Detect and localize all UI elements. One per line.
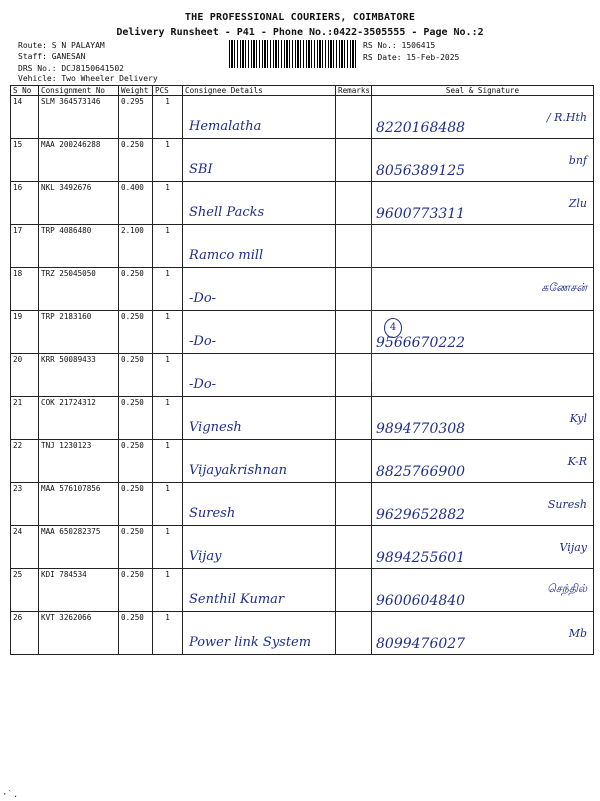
weight-value: 0.400 — [119, 182, 153, 225]
consignee-cell — [183, 612, 336, 655]
signature-cell — [372, 612, 594, 655]
serial-number: 14 — [11, 96, 39, 139]
handwritten-signature: கணேசன் — [541, 281, 587, 294]
signature-cell — [372, 268, 594, 311]
consignment-number: KVT 3262066 — [39, 612, 119, 655]
column-header: Consignment No — [39, 86, 119, 96]
weight-value: 0.250 — [119, 569, 153, 612]
remarks-cell — [336, 569, 372, 612]
serial-number: 25 — [11, 569, 39, 612]
barcode-image — [229, 40, 356, 68]
consignee-cell — [183, 483, 336, 526]
vehicle-label: Vehicle: Two Wheeler Delivery — [18, 74, 158, 83]
handwritten-consignee-name: Vijayakrishnan — [189, 463, 287, 478]
remarks-cell — [336, 483, 372, 526]
remarks-cell — [336, 268, 372, 311]
weight-value: 0.250 — [119, 354, 153, 397]
table-row — [11, 225, 594, 268]
handwritten-consignee-name: Suresh — [189, 506, 236, 521]
remarks-cell — [336, 397, 372, 440]
signature-cell — [372, 225, 594, 268]
handwritten-consignee-name: Ramco mill — [189, 248, 264, 263]
handwritten-phone-number: 9600773311 — [376, 206, 466, 222]
handwritten-consignee-name: Vijay — [189, 549, 222, 564]
weight-value: 0.250 — [119, 612, 153, 655]
serial-number: 24 — [11, 526, 39, 569]
table-row — [11, 139, 594, 182]
table-row — [11, 354, 594, 397]
table-row — [11, 483, 594, 526]
serial-number: 17 — [11, 225, 39, 268]
weight-value: 2.100 — [119, 225, 153, 268]
remarks-cell — [336, 440, 372, 483]
pieces-count: 1 — [153, 483, 183, 526]
rs-date: RS Date: 15-Feb-2025 — [363, 53, 460, 62]
column-header: Consignee Details — [183, 86, 336, 96]
signature-cell — [372, 139, 594, 182]
consignment-number: TRP 2183160 — [39, 311, 119, 354]
remarks-cell — [336, 612, 372, 655]
handwritten-signature: bnf — [568, 154, 587, 167]
drs-number: DRS No.: DCJ8150641502 — [18, 64, 124, 73]
consignee-cell — [183, 354, 336, 397]
pieces-count: 1 — [153, 96, 183, 139]
handwritten-phone-number: 9894770308 — [376, 421, 466, 437]
handwritten-signature: / R.Hth — [546, 111, 587, 124]
serial-number: 26 — [11, 612, 39, 655]
table-row — [11, 569, 594, 612]
weight-value: 0.250 — [119, 139, 153, 182]
handwritten-phone-number: 9566670222 — [376, 335, 466, 351]
runsheet-title: THE PROFESSIONAL COURIERS, COIMBATORE — [184, 12, 416, 23]
handwritten-phone-number: 9629652882 — [376, 507, 466, 523]
remarks-cell — [336, 225, 372, 268]
consignee-cell — [183, 311, 336, 354]
handwritten-consignee-name: Vignesh — [189, 420, 242, 435]
serial-number: 18 — [11, 268, 39, 311]
consignment-number: MAA 650282375 — [39, 526, 119, 569]
handwritten-consignee-name: -Do- — [189, 377, 217, 392]
handwritten-bracket — [371, 218, 377, 383]
handwritten-phone-number: 8825766900 — [376, 464, 466, 480]
handwritten-signature: Mb — [568, 627, 587, 640]
consignee-cell — [183, 569, 336, 612]
pieces-count: 1 — [153, 139, 183, 182]
table-row — [11, 311, 594, 354]
signature-cell — [372, 483, 594, 526]
consignment-number: KRR 50089433 — [39, 354, 119, 397]
pieces-count: 1 — [153, 397, 183, 440]
serial-number: 16 — [11, 182, 39, 225]
serial-number: 19 — [11, 311, 39, 354]
consignee-cell — [183, 526, 336, 569]
pieces-count: 1 — [153, 225, 183, 268]
signature-cell — [372, 526, 594, 569]
consignment-number: COK 21724312 — [39, 397, 119, 440]
pieces-count: 1 — [153, 440, 183, 483]
pieces-count: 1 — [153, 569, 183, 612]
signature-cell — [372, 311, 594, 354]
rs-number: RS No.: 1506415 — [363, 41, 436, 50]
weight-value: 0.295 — [119, 96, 153, 139]
signature-cell — [372, 569, 594, 612]
handwritten-signature: K-R — [567, 455, 587, 468]
table-header-row — [11, 86, 594, 96]
table-row — [11, 440, 594, 483]
table-row — [11, 182, 594, 225]
table-row — [11, 612, 594, 655]
table-row — [11, 96, 594, 139]
weight-value: 0.250 — [119, 526, 153, 569]
handwritten-signature: Vijay — [559, 541, 587, 554]
consignee-cell — [183, 225, 336, 268]
column-header: PCS — [153, 86, 183, 96]
handwritten-phone-number: 8220168488 — [376, 120, 466, 136]
consignee-cell — [183, 397, 336, 440]
serial-number: 23 — [11, 483, 39, 526]
handwritten-consignee-name: Hemalatha — [189, 119, 262, 134]
table-row — [11, 397, 594, 440]
pieces-count: 1 — [153, 526, 183, 569]
table-row — [11, 526, 594, 569]
consignee-cell — [183, 139, 336, 182]
pieces-count: 1 — [153, 354, 183, 397]
weight-value: 0.250 — [119, 311, 153, 354]
handwritten-phone-number: 9600604840 — [376, 593, 466, 609]
consignment-number: MAA 576107856 — [39, 483, 119, 526]
weight-value: 0.250 — [119, 483, 153, 526]
remarks-cell — [336, 96, 372, 139]
handwritten-consignee-name: -Do- — [189, 291, 217, 306]
pieces-count: 1 — [153, 268, 183, 311]
weight-value: 0.250 — [119, 397, 153, 440]
consignment-number: KDI 784534 — [39, 569, 119, 612]
handwritten-consignee-name: Senthil Kumar — [189, 592, 285, 607]
remarks-cell — [336, 526, 372, 569]
weight-value: 0.250 — [119, 268, 153, 311]
handwritten-consignee-name: -Do- — [189, 334, 217, 349]
consignee-cell — [183, 440, 336, 483]
handwritten-phone-number: 9894255601 — [376, 550, 466, 566]
column-header: Weight — [119, 86, 153, 96]
consignee-cell — [183, 96, 336, 139]
consignment-number: SLM 364573146 — [39, 96, 119, 139]
handwritten-phone-number: 8056389125 — [376, 163, 466, 179]
consignment-number: NKL 3492676 — [39, 182, 119, 225]
handwritten-consignee-name: Shell Packs — [189, 205, 265, 220]
consignment-number: MAA 200246288 — [39, 139, 119, 182]
staff-label: Staff: GANESAN — [18, 52, 86, 61]
remarks-cell — [336, 354, 372, 397]
pieces-count: 1 — [153, 612, 183, 655]
pieces-count: 1 — [153, 311, 183, 354]
serial-number: 22 — [11, 440, 39, 483]
table-body — [11, 96, 594, 655]
signature-cell — [372, 96, 594, 139]
handwritten-phone-number: 8099476027 — [376, 636, 466, 652]
handwritten-consignee-name: Power link System — [189, 635, 312, 650]
handwritten-signature: Suresh — [547, 498, 587, 511]
consignment-number: TRZ 25045050 — [39, 268, 119, 311]
handwritten-consignee-name: SBI — [189, 162, 213, 177]
circled-number-mark: 4 — [384, 318, 402, 338]
route-label: Route: S N PALAYAM — [18, 41, 105, 50]
handwritten-signature: Kyl — [569, 412, 587, 425]
remarks-cell — [336, 139, 372, 182]
signature-cell — [372, 397, 594, 440]
table-row — [11, 268, 594, 311]
consignee-cell — [183, 268, 336, 311]
signature-cell — [372, 354, 594, 397]
consignment-number: TNJ 1230123 — [39, 440, 119, 483]
serial-number: 15 — [11, 139, 39, 182]
serial-number: 21 — [11, 397, 39, 440]
corner-mark: ·ˋ. — [2, 790, 19, 800]
handwritten-signature: Zlu — [568, 197, 587, 210]
column-header: Remarks — [336, 86, 372, 96]
consignee-cell — [183, 182, 336, 225]
column-header: S No — [11, 86, 39, 96]
weight-value: 0.250 — [119, 440, 153, 483]
column-header: Seal & Signature — [372, 86, 594, 96]
pieces-count: 1 — [153, 182, 183, 225]
remarks-cell — [336, 182, 372, 225]
serial-number: 20 — [11, 354, 39, 397]
signature-cell — [372, 182, 594, 225]
consignment-number: TRP 4086480 — [39, 225, 119, 268]
signature-cell — [372, 440, 594, 483]
delivery-table — [10, 85, 594, 655]
remarks-cell — [336, 311, 372, 354]
runsheet-subtitle: Delivery Runsheet - P41 - Phone No.:0422-3505555 - Page No.:2 — [116, 27, 484, 38]
handwritten-signature: செந்தில் — [547, 582, 587, 595]
